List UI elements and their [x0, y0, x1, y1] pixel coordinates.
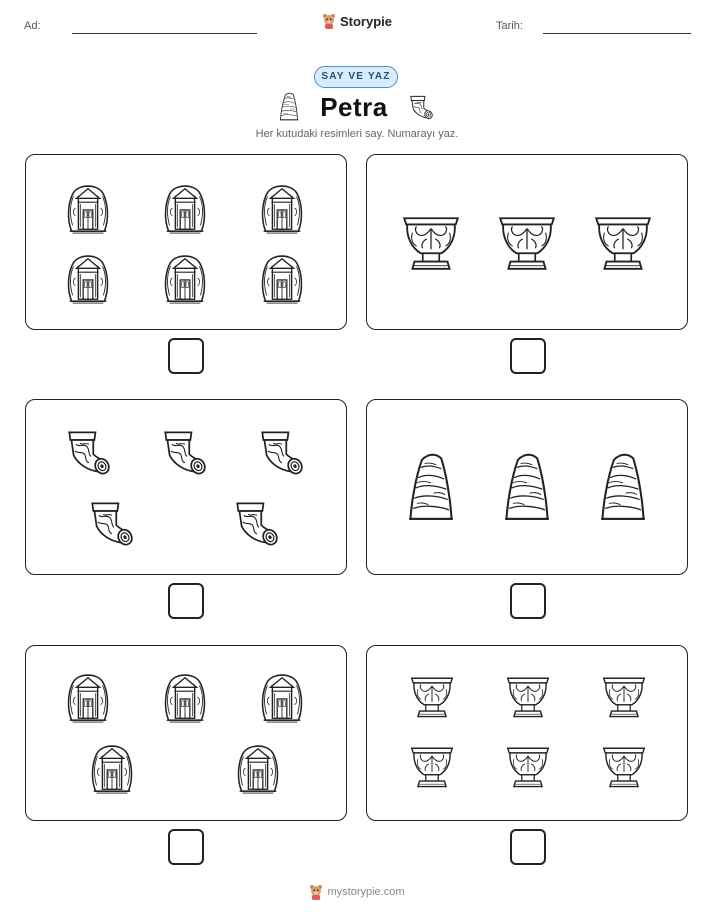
- pipe-icon: [66, 428, 114, 476]
- pipe-icon: [162, 428, 210, 476]
- tomb-facade-icon: [160, 181, 210, 235]
- urn-icon: [496, 210, 558, 276]
- urn-icon: [400, 210, 462, 276]
- brand-logo: [0, 13, 714, 34]
- answer-box-5[interactable]: [168, 829, 204, 865]
- date-label: Tarih:: [496, 20, 523, 32]
- counting-box-4: [366, 399, 688, 575]
- instructions: Her kutudaki resimleri say. Numarayı yaz.: [255, 128, 459, 140]
- tomb-facade-icon: [87, 741, 137, 795]
- bear-mascot-icon: [309, 884, 323, 900]
- footer-site-link[interactable]: mystorypie.com: [327, 886, 405, 898]
- tomb-facade-icon: [257, 181, 307, 235]
- answer-box-6[interactable]: [510, 829, 546, 865]
- brand-name: Storypie: [339, 13, 392, 29]
- mound-icon: [278, 92, 300, 122]
- pipe-icon: [259, 428, 307, 476]
- answer-box-1[interactable]: [168, 338, 204, 374]
- counting-box-3: [25, 399, 347, 575]
- answer-box-2[interactable]: [510, 338, 546, 374]
- tomb-facade-icon: [233, 741, 283, 795]
- date-field[interactable]: [543, 33, 691, 34]
- activity-badge: SAY VE YAZ: [314, 66, 398, 88]
- mound-icon: [597, 452, 649, 524]
- urn-icon: [600, 742, 648, 792]
- urn-icon: [600, 672, 648, 722]
- counting-box-1: [25, 154, 347, 330]
- tomb-facade-icon: [160, 251, 210, 305]
- footer: [0, 884, 714, 905]
- mound-icon: [405, 452, 457, 524]
- answer-box-4[interactable]: [510, 583, 546, 619]
- urn-icon: [408, 742, 456, 792]
- mound-icon: [501, 452, 553, 524]
- tomb-facade-icon: [160, 670, 210, 724]
- name-label: Ad:: [24, 20, 41, 32]
- tomb-facade-icon: [63, 251, 113, 305]
- page-title: Petra: [320, 91, 388, 122]
- tomb-facade-icon: [257, 251, 307, 305]
- pipe-icon: [408, 94, 436, 120]
- answer-box-3[interactable]: [168, 583, 204, 619]
- bear-mascot-icon: [322, 13, 336, 29]
- urn-icon: [504, 742, 552, 792]
- tomb-facade-icon: [63, 670, 113, 724]
- tomb-facade-icon: [257, 670, 307, 724]
- counting-box-6: [366, 645, 688, 821]
- urn-icon: [504, 672, 552, 722]
- pipe-icon: [234, 499, 282, 547]
- counting-box-5: [25, 645, 347, 821]
- counting-box-2: [366, 154, 688, 330]
- tomb-facade-icon: [63, 181, 113, 235]
- pipe-icon: [89, 499, 137, 547]
- urn-icon: [592, 210, 654, 276]
- urn-icon: [408, 672, 456, 722]
